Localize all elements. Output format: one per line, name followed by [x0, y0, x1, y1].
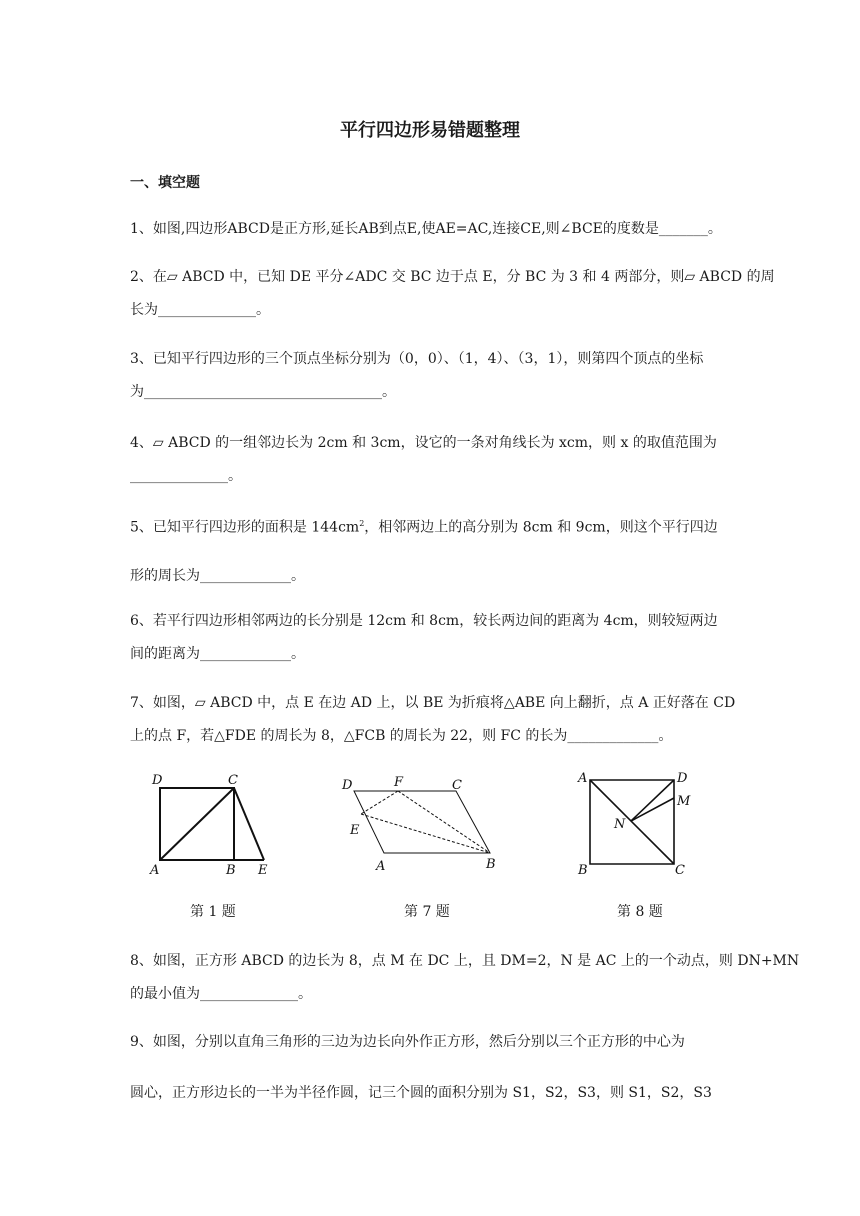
figure-7-caption: 第 7 题	[404, 904, 450, 920]
fig8-label-c: C	[675, 863, 685, 878]
fig1-label-a: A	[150, 863, 160, 878]
figure-8-caption: 第 8 题	[617, 904, 663, 920]
figure-1-caption: 第 1 题	[190, 904, 236, 920]
figure-8	[574, 766, 704, 884]
fig8-label-n: N	[614, 817, 626, 832]
fig7-label-a: A	[376, 859, 386, 872]
question-5-text-a: 5、已知平行四边形的面积是 144cm	[130, 519, 360, 536]
fig1-label-b: B	[226, 863, 236, 878]
fig1-label-d: D	[152, 773, 163, 788]
question-7-line-1: 7、如图，▱ ABCD 中，点 E 在边 AD 上，以 BE 为折痕将△ABE 向上翻折，点 A 正好落在 CD	[130, 695, 736, 711]
fig7-label-e: E	[350, 823, 360, 838]
question-8-line-2: 的最小值为______________。	[130, 986, 312, 1002]
figure-1	[146, 768, 276, 884]
question-4-line-1: 4、▱ ABCD 的一组邻边长为 2cm 和 3cm，设它的一条对角线长为 xcm，则 x 的取值范围为	[130, 435, 717, 451]
fig8-label-m: M	[677, 794, 691, 809]
question-2-line-2: 长为______________。	[130, 302, 270, 318]
question-6-line-1: 6、若平行四边形相邻两边的长分别是 12cm 和 8cm，较长两边间的距离为 4cm，则较短两边	[130, 613, 718, 629]
question-1-line: 1、如图,四边形ABCD是正方形,延长AB到点E,使AE=AC,连接CE,则∠BCE的度数是_______。	[130, 221, 722, 237]
fig7-label-d: D	[342, 778, 353, 793]
question-5-line-1	[130, 513, 734, 535]
fig7-label-c: C	[452, 778, 462, 793]
question-9-line-2: 圆心，正方形边长的一半为半径作圆，记三个圆的面积分别为 S1，S2，S3，则 S1，S2，S3	[130, 1085, 712, 1101]
question-6	[130, 610, 734, 665]
fig8-label-a: A	[578, 771, 588, 786]
fig1-label-c: C	[228, 773, 238, 788]
fig7-label-f: F	[394, 775, 404, 790]
question-7	[130, 692, 734, 747]
question-9	[130, 1031, 734, 1104]
question-2-line-1: 2、在▱ ABCD 中，已知 DE 平分∠ADC 交 BC 边于点 E，分 BC 为 3 和 4 两部分，则▱ ABCD 的周	[130, 269, 775, 285]
question-3-line-1: 3、已知平行四边形的三个顶点坐标分别为（0，0）、（1，4）、（3，1），则第四个顶点的坐标	[130, 351, 704, 367]
fig7-label-b: B	[486, 857, 496, 872]
question-5	[130, 513, 734, 587]
question-8-line-1: 8、如图，正方形 ABCD 的边长为 8，点 M 在 DC 上，且 DM=2，N 是 AC 上的一个动点，则 DN+MN	[130, 953, 800, 969]
question-8	[130, 950, 800, 1005]
fig8-label-d: D	[677, 771, 688, 786]
question-5-superscript: 2	[359, 519, 365, 528]
question-3	[130, 348, 734, 403]
fig1-label-e: E	[258, 863, 268, 878]
question-9-line-1: 9、如图，分别以直角三角形的三边为边长向外作正方形，然后分别以三个正方形的中心为	[130, 1034, 685, 1050]
question-7-line-2: 上的点 F，若△FDE 的周长为 8，△FCB 的周长为 22，则 FC 的长为_____________。	[130, 728, 673, 744]
page-title: 平行四边形易错题整理	[340, 120, 520, 141]
figure-7	[336, 772, 506, 876]
question-1	[130, 218, 734, 240]
question-5-line-2: 形的周长为_____________。	[130, 568, 305, 584]
section-heading: 一、填空题	[130, 175, 200, 191]
question-2	[130, 266, 775, 321]
question-4-line-2: ______________。	[130, 468, 242, 484]
question-5-text-b: ，相邻两边上的高分别为 8cm 和 9cm，则这个平行四边	[364, 519, 718, 536]
fig8-label-b: B	[578, 863, 588, 878]
question-4	[130, 432, 734, 487]
question-6-line-2: 间的距离为_____________。	[130, 646, 305, 662]
question-3-line-2: 为__________________________________。	[130, 384, 396, 400]
